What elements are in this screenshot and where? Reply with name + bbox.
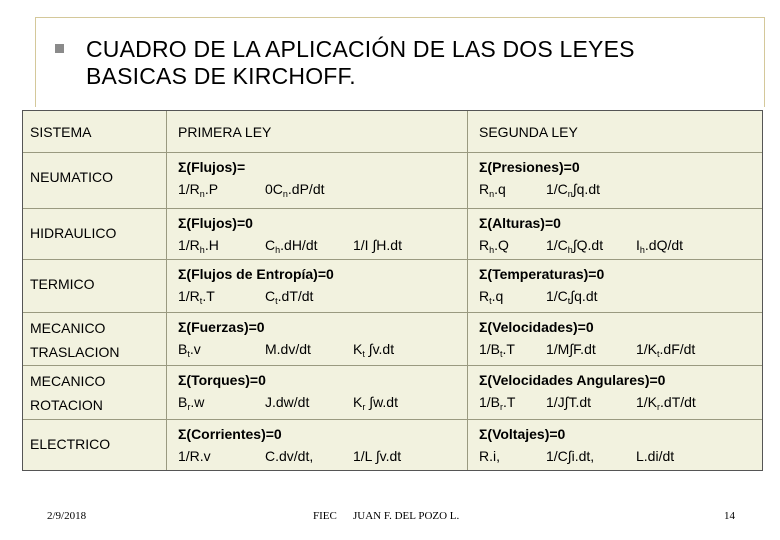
term-main: 1/R.v [178, 448, 211, 464]
term-subscript: t [500, 349, 503, 359]
term-main: 1/R [178, 288, 200, 304]
primera-ley-title: Σ(Flujos de Entropía)=0 [178, 266, 334, 282]
segunda-ley-term [546, 234, 603, 256]
term-rest: .Q [494, 237, 509, 253]
footer-author: JUAN F. DEL POZO L. [353, 510, 460, 522]
term-rest: .dT/dt [660, 394, 696, 410]
primera-ley-term [265, 445, 313, 467]
slide-frame-left [35, 17, 36, 107]
sistema-label: MECANICO [30, 373, 106, 389]
term-subscript: t [187, 349, 190, 359]
term-subscript: t [199, 296, 203, 306]
term-main: K [353, 394, 363, 410]
term-rest: .T [202, 288, 215, 304]
term-main: 1/I ∫H.dt [353, 237, 402, 253]
segunda-ley-term [479, 178, 506, 200]
term-main: 1/C∫i.dt, [546, 448, 595, 464]
term-main: 1/K [636, 394, 658, 410]
primera-ley-term [265, 391, 309, 413]
segunda-ley-term [546, 445, 594, 467]
term-rest: .dQ/dt [644, 237, 684, 253]
term-main: 1/B [479, 394, 501, 410]
slide-frame-right [764, 17, 765, 107]
segunda-ley-term [479, 391, 515, 413]
term-subscript: n [489, 189, 495, 199]
term-subscript: n [199, 189, 205, 199]
title-line-1: CUADRO DE LA APLICACIÓN DE LAS DOS LEYES [86, 36, 635, 62]
term-main: R [479, 288, 490, 304]
term-main: 1/R [178, 181, 200, 197]
primera-ley-term [178, 338, 201, 360]
term-main: L.di/dt [636, 448, 675, 464]
term-rest: .dT/dt [277, 288, 314, 304]
segunda-ley-title: Σ(Alturas)=0 [479, 215, 561, 231]
term-subscript: h [567, 245, 573, 255]
segunda-ley-title: Σ(Velocidades)=0 [479, 319, 594, 335]
term-rest: ∫q.dt [572, 181, 600, 197]
term-rest: .dP/dt [287, 181, 325, 197]
term-subscript: n [567, 189, 573, 199]
term-subscript: r [187, 402, 191, 412]
kirchhoff-table [22, 110, 763, 471]
term-main: C [265, 237, 276, 253]
primera-ley-term [178, 445, 211, 467]
primera-ley-title: Σ(Fuerzas)=0 [178, 319, 265, 335]
term-rest: .P [204, 181, 219, 197]
term-subscript: t [567, 296, 571, 306]
primera-ley-term [353, 445, 401, 467]
term-main: M.dv/dt [265, 341, 311, 357]
term-subscript: t [657, 349, 660, 359]
term-rest: .H [204, 237, 219, 253]
term-rest: ∫w.dt [365, 394, 398, 410]
sistema-label: ELECTRICO [30, 436, 111, 452]
term-rest: ∫q.dt [570, 288, 598, 304]
header-sistema: SISTEMA [30, 124, 92, 140]
term-subscript: n [282, 189, 288, 199]
term-rest: .q [494, 181, 506, 197]
term-main: R [479, 237, 490, 253]
term-main: B [178, 341, 188, 357]
segunda-ley-term [636, 338, 695, 360]
term-main: 0C [265, 181, 283, 197]
term-subscript: t [489, 296, 492, 306]
term-main: K [353, 341, 363, 357]
term-subscript: h [639, 245, 645, 255]
primera-ley-term [178, 178, 218, 200]
term-main: C [265, 288, 276, 304]
segunda-ley-title: Σ(Temperaturas)=0 [479, 266, 605, 282]
primera-ley-term [265, 338, 311, 360]
title-line-2: BASICAS DE KIRCHOFF. [86, 63, 356, 89]
footer-date: 2/9/2018 [47, 510, 87, 522]
term-subscript: h [199, 245, 205, 255]
term-rest: ∫v.dt [364, 341, 395, 357]
segunda-ley-title: Σ(Presiones)=0 [479, 159, 580, 175]
segunda-ley-term [636, 445, 674, 467]
header-primera-ley: PRIMERA LEY [178, 124, 272, 140]
term-main: R [479, 181, 490, 197]
primera-ley-title: Σ(Corrientes)=0 [178, 426, 282, 442]
term-main: 1/C [546, 181, 568, 197]
segunda-ley-term [479, 285, 503, 307]
primera-ley-term [178, 234, 219, 256]
term-main: 1/K [636, 341, 658, 357]
segunda-ley-term [636, 391, 696, 413]
primera-ley-term [265, 285, 313, 307]
bullet-icon [55, 44, 64, 53]
primera-ley-term [178, 285, 215, 307]
sistema-label: TERMICO [30, 276, 95, 292]
term-subscript: r [500, 402, 504, 412]
term-main: 1/R [178, 237, 200, 253]
term-subscript: h [489, 245, 495, 255]
term-main: 1/B [479, 341, 501, 357]
sistema-label: NEUMATICO [30, 169, 113, 185]
table-row [23, 152, 762, 209]
sistema-label: HIDRAULICO [30, 225, 117, 241]
term-main: 1/J∫T.dt [546, 394, 592, 410]
segunda-ley-term [479, 234, 509, 256]
term-main: C.dv/dt, [265, 448, 314, 464]
term-rest: .dH/dt [280, 237, 318, 253]
term-main: J.dw/dt [265, 394, 310, 410]
sistema-label: TRASLACION [30, 344, 120, 360]
term-main: B [178, 394, 188, 410]
segunda-ley-title: Σ(Voltajes)=0 [479, 426, 566, 442]
term-main: 1/C [546, 237, 568, 253]
segunda-ley-term [546, 391, 591, 413]
segunda-ley-title: Σ(Velocidades Angulares)=0 [479, 372, 666, 388]
segunda-ley-term [636, 234, 683, 256]
primera-ley-title: Σ(Torques)=0 [178, 372, 266, 388]
segunda-ley-term [546, 285, 598, 307]
primera-ley-title: Σ(Flujos)= [178, 159, 246, 175]
primera-ley-term [265, 234, 318, 256]
term-rest: .w [190, 394, 205, 410]
primera-ley-title: Σ(Flujos)=0 [178, 215, 253, 231]
term-main: I [636, 237, 640, 253]
footer-page-number: 14 [724, 510, 735, 522]
term-subscript: r [657, 402, 661, 412]
term-main: 1/L ∫v.dt [353, 448, 402, 464]
slide-title [86, 36, 746, 90]
term-subscript: r [362, 402, 366, 412]
term-rest: .T [503, 394, 516, 410]
sistema-label: MECANICO [30, 320, 106, 336]
segunda-ley-term [546, 338, 596, 360]
primera-ley-term [353, 338, 394, 360]
term-rest: ∫Q.dt [572, 237, 604, 253]
primera-ley-term [178, 391, 204, 413]
term-main: 1/M∫F.dt [546, 341, 596, 357]
term-rest: .dF/dt [659, 341, 696, 357]
segunda-ley-term [546, 178, 600, 200]
term-main: 1/C [546, 288, 568, 304]
primera-ley-term [353, 391, 398, 413]
header-segunda-ley: SEGUNDA LEY [479, 124, 578, 140]
term-rest: .q [491, 288, 504, 304]
slide-frame-top [35, 17, 765, 18]
term-rest: .v [189, 341, 201, 357]
term-subscript: h [275, 245, 281, 255]
term-subscript: t [362, 349, 365, 359]
segunda-ley-term [479, 338, 515, 360]
primera-ley-term [353, 234, 402, 256]
term-main: R.i, [479, 448, 500, 464]
footer-org: FIEC [313, 510, 337, 522]
segunda-ley-term [479, 445, 500, 467]
table-row [23, 259, 762, 313]
primera-ley-term [265, 178, 325, 200]
sistema-label: ROTACION [30, 397, 103, 413]
term-subscript: t [275, 296, 278, 306]
term-rest: .T [502, 341, 515, 357]
